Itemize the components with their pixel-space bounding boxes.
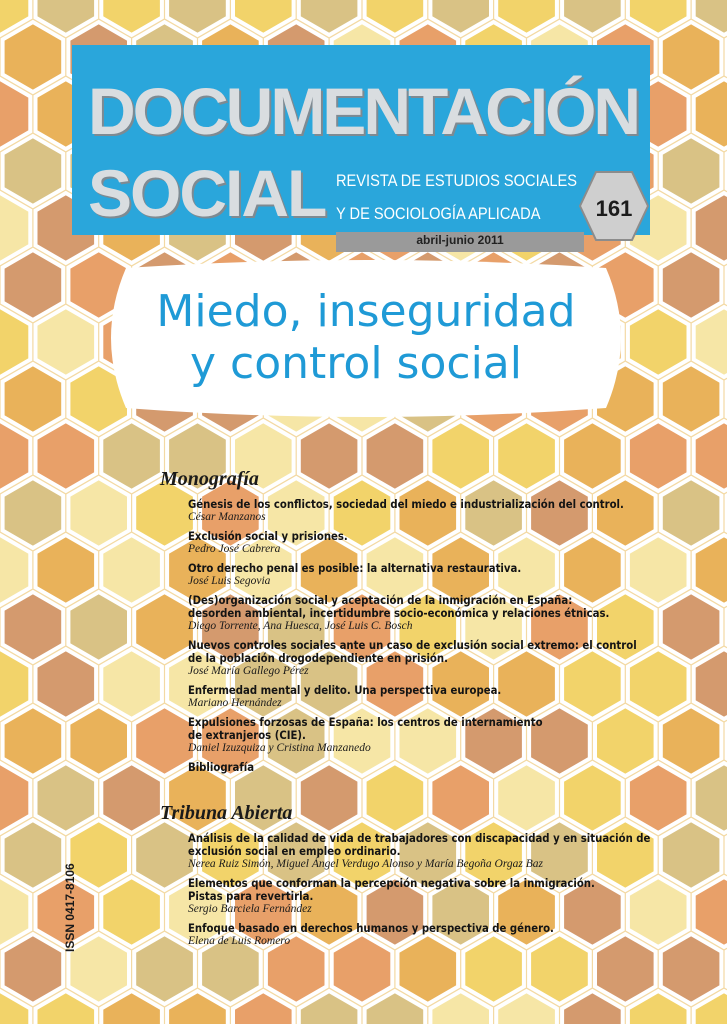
journal-subtitle-line2: Y DE SOCIOLOGÍA APLICADA [336, 204, 541, 223]
honeycomb-cell [463, 934, 524, 1004]
journal-title-line1: DOCUMENTACIÓN [88, 74, 639, 148]
article-author: José María Gallego Pérez [188, 665, 309, 677]
honeycomb-cell [101, 421, 162, 491]
honeycomb-cell [134, 934, 195, 1004]
honeycomb-cell [3, 22, 64, 92]
article-author: Elena de Luis Romero [188, 935, 291, 947]
honeycomb-cell [595, 934, 656, 1004]
honeycomb-cell [562, 649, 623, 719]
honeycomb-cell [3, 592, 64, 662]
honeycomb-cell [134, 820, 195, 890]
honeycomb-cell [562, 763, 623, 833]
honeycomb-cell [68, 478, 129, 548]
honeycomb-cell [3, 250, 64, 320]
honeycomb-cell [3, 364, 64, 434]
article-title: Exclusión social y prisiones. [188, 529, 348, 543]
honeycomb-cell [628, 307, 689, 377]
honeycomb-cell [595, 478, 656, 548]
honeycomb-cell [134, 592, 195, 662]
honeycomb-cell [628, 763, 689, 833]
article-author: César Manzanos [188, 511, 266, 523]
honeycomb-cell [101, 535, 162, 605]
honeycomb-cell [463, 478, 524, 548]
issue-number: 161 [595, 196, 633, 221]
honeycomb-cell [628, 877, 689, 947]
honeycomb-cell [496, 649, 557, 719]
article-author: Nerea Ruiz Simón, Miguel Ángel Verdugo Alonso y María Begoña Orgaz Baz [188, 858, 543, 870]
honeycomb-cell [365, 763, 426, 833]
journal-title-line2: SOCIAL [88, 156, 326, 230]
honeycomb-cell [36, 421, 97, 491]
honeycomb-cell [68, 706, 129, 776]
article-title: Pistas para revertirla. [188, 889, 314, 903]
article-title: Génesis de los conflictos, sociedad del miedo e industrialización del control. [188, 497, 624, 511]
article-title: Enfoque basado en derechos humanos y perspectiva de género. [188, 921, 554, 935]
honeycomb-cell [661, 136, 722, 206]
honeycomb-cell [101, 649, 162, 719]
article-title: Bibliografía [188, 760, 255, 774]
article-title: (Des)organización social y aceptación de la inmigración en España: [188, 593, 573, 607]
honeycomb-cell [332, 934, 393, 1004]
article-title: Enfermedad mental y delito. Una perspectiva europea. [188, 683, 502, 697]
journal-subtitle-line1: REVISTA DE ESTUDIOS SOCIALES [336, 171, 578, 190]
honeycomb-cell [68, 934, 129, 1004]
honeycomb-cell [430, 421, 491, 491]
honeycomb-cell [661, 592, 722, 662]
honeycomb-cell [529, 478, 590, 548]
honeycomb-cell [3, 934, 64, 1004]
article-title: de la población drogodependiente en prisión. [188, 651, 448, 665]
article-title: Nuevos controles sociales ante un caso de exclusión social extremo: el control [188, 638, 637, 652]
honeycomb-cell [101, 877, 162, 947]
article-title: exclusión social en empleo ordinario. [188, 844, 401, 858]
honeycomb-cell [595, 706, 656, 776]
honeycomb-cell [36, 763, 97, 833]
honeycomb-cell [496, 763, 557, 833]
honeycomb-cell [661, 250, 722, 320]
issue-date: abril-junio 2011 [416, 233, 504, 247]
issn-number: ISSN 0417-8106 [63, 863, 77, 952]
main-title-line1: Miedo, inseguridad [156, 286, 576, 337]
honeycomb-cell [661, 22, 722, 92]
honeycomb-cell [299, 763, 360, 833]
honeycomb-cell [496, 421, 557, 491]
honeycomb-cell [398, 478, 459, 548]
honeycomb-cell [299, 421, 360, 491]
honeycomb-cell [562, 421, 623, 491]
honeycomb-cell [430, 763, 491, 833]
honeycomb-cell [68, 820, 129, 890]
honeycomb-cell [529, 934, 590, 1004]
article-title: Elementos que conforman la percepción negativa sobre la inmigración. [188, 876, 595, 890]
honeycomb-cell [3, 820, 64, 890]
article-title: Otro derecho penal es posible: la alternativa restaurativa. [188, 561, 522, 575]
honeycomb-cell [661, 820, 722, 890]
honeycomb-cell [628, 421, 689, 491]
article-author: Mariano Hernández [188, 697, 282, 709]
main-title-line2: y control social [190, 338, 522, 389]
honeycomb-cell [398, 934, 459, 1004]
honeycomb-cell [36, 649, 97, 719]
honeycomb-cell [101, 763, 162, 833]
honeycomb-cell [36, 535, 97, 605]
article-title: de extranjeros (CIE). [188, 728, 306, 742]
honeycomb-cell [134, 706, 195, 776]
article-author: Sergio Barciela Fernández [188, 903, 312, 915]
honeycomb-cell [661, 934, 722, 1004]
article-author: José Luis Segovia [188, 575, 271, 587]
honeycomb-cell [661, 478, 722, 548]
article-title: Expulsiones forzosas de España: los centros de internamiento [188, 715, 543, 729]
honeycomb-cell [365, 421, 426, 491]
section-heading: Tribuna Abierta [160, 802, 293, 824]
honeycomb-cell [661, 364, 722, 434]
honeycomb-cell [628, 649, 689, 719]
honeycomb-cell [628, 535, 689, 605]
article-title: desorden ambiental, incertidumbre socio-económica y relaciones étnicas. [188, 606, 610, 620]
honeycomb-cell [3, 478, 64, 548]
section-heading: Monografía [160, 468, 259, 490]
honeycomb-cell [68, 592, 129, 662]
article-author: Diego Torrente, Ana Huesca, José Luis C. Bosch [188, 620, 413, 632]
article-author: Daniel Izuzquiza y Cristina Manzanedo [188, 742, 371, 754]
honeycomb-cell [3, 136, 64, 206]
honeycomb-cell [3, 706, 64, 776]
article-author: Pedro José Cabrera [188, 543, 281, 555]
honeycomb-cell [661, 706, 722, 776]
article-title: Análisis de la calidad de vida de trabajadores con discapacidad y en situación de [188, 831, 651, 845]
